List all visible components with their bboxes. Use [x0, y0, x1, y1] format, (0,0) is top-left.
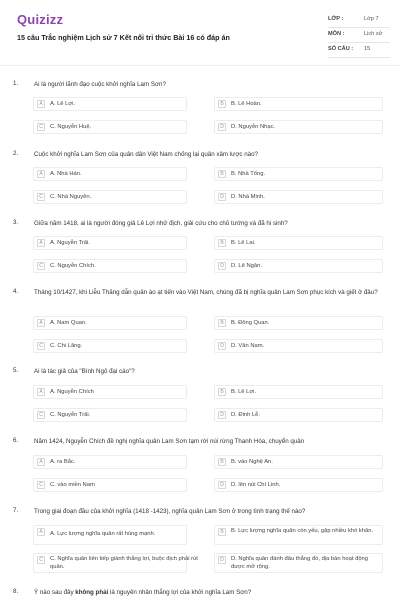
worksheet-header [0, 0, 400, 66]
answer-option-b[interactable] [214, 525, 383, 545]
answer-option-d[interactable] [214, 120, 383, 134]
option-letter: D [218, 556, 226, 564]
answer-option-a[interactable] [33, 97, 187, 111]
option-letter: A [37, 319, 45, 327]
meta-row-class [328, 13, 390, 28]
option-letter: C [37, 262, 45, 270]
option-letter: B [218, 388, 226, 396]
option-text: A. Lực lượng nghĩa quân rất hùng mạnh. [50, 531, 156, 537]
answer-option-c[interactable] [33, 478, 187, 492]
option-letter: D [218, 481, 226, 489]
answer-option-c[interactable] [33, 339, 187, 353]
question-text: Giữa năm 1418, ai là người đóng giả Lê Lợi nhử địch, giải cứu cho chủ tướng và đã hi sinh? [34, 220, 288, 227]
option-letter: B [218, 239, 226, 247]
option-letter: C [37, 411, 45, 419]
meta-value: 15 [364, 46, 371, 52]
question-number: 5. [13, 367, 19, 374]
answer-option-d[interactable] [214, 190, 383, 204]
question-text: Tháng 10/1427, khi Liễu Thăng dẫn quân ào ạt tiến vào Việt Nam, chúng đã bị nghĩa quân Lam Sơn phục kích và giết ở đâu? [34, 289, 378, 296]
meta-row-count [328, 43, 390, 58]
answer-option-d[interactable] [214, 259, 383, 273]
option-letter: B [218, 100, 226, 108]
option-text: C. Nghĩa quân liên tiếp giành thắng lợi, buộc địch phải rút quân. [50, 556, 198, 570]
option-letter: A [37, 100, 45, 108]
question-text-part: Ý nào sau đây [34, 589, 76, 596]
option-letter: A [37, 170, 45, 178]
option-text: A. Nguyễn Chích [50, 389, 94, 395]
option-letter: B [218, 170, 226, 178]
answer-option-b[interactable] [214, 455, 383, 469]
question-number: 2. [13, 150, 19, 157]
option-text: A. Nam Quan. [50, 320, 87, 326]
option-letter: A [37, 458, 45, 466]
question-number: 7. [13, 507, 19, 514]
option-text: C. Nguyễn Huệ. [50, 124, 92, 130]
meta-key: LỚP : [328, 16, 344, 22]
answer-option-d[interactable] [214, 478, 383, 492]
answer-option-a[interactable] [33, 167, 187, 181]
question-number: 4. [13, 288, 19, 295]
option-text: C. vào miền Nam [50, 482, 95, 488]
question-text [34, 588, 379, 598]
option-letter: A [37, 388, 45, 396]
option-letter: C [37, 193, 45, 201]
option-text: D. Đinh Lễ. [231, 412, 260, 418]
question-text: Ai là người lãnh đạo cuộc khởi nghĩa Lam Sơn? [34, 81, 166, 88]
option-letter: D [218, 123, 226, 131]
answer-option-d[interactable] [214, 408, 383, 422]
option-letter: A [37, 528, 45, 536]
option-letter: D [218, 262, 226, 270]
option-text: A. Nguyễn Trãi. [50, 240, 90, 246]
option-text: D. Nguyễn Nhạc. [231, 124, 276, 130]
option-text: C. Chi Lăng. [50, 343, 83, 349]
answer-option-b[interactable] [214, 385, 383, 399]
question-text: Năm 1424, Nguyễn Chích đề nghị nghĩa quân Lam Sơn tạm rời núi rừng Thanh Hóa, chuyển quân [34, 438, 305, 445]
option-text: B. Lê Lai. [231, 240, 256, 246]
question-number: 8. [13, 588, 19, 595]
question-number: 1. [13, 80, 19, 87]
option-letter: C [37, 123, 45, 131]
option-letter: B [218, 528, 226, 536]
option-letter: B [218, 319, 226, 327]
option-letter: C [37, 556, 45, 564]
option-text: B. Nhà Tống. [231, 171, 266, 177]
option-text: D. Nghĩa quân đánh đâu thắng đó, địa bàn hoạt động được mở rộng. [231, 556, 368, 570]
meta-info [328, 13, 390, 58]
meta-key: SỐ CÂU : [328, 46, 354, 52]
question-text-emphasis: không phải [75, 589, 109, 596]
option-text: C. Nhà Nguyên. [50, 194, 92, 200]
option-text: D. Vân Nam. [231, 343, 265, 349]
option-text: D. Lê Ngân. [231, 263, 262, 269]
answer-option-a[interactable] [33, 385, 187, 399]
option-text: A. Nhà Hán. [50, 171, 82, 177]
question-number: 6. [13, 437, 19, 444]
answer-option-c[interactable] [33, 259, 187, 273]
question-text: Ai là tác giả của "Bình Ngô đại cáo"? [34, 368, 135, 375]
meta-value: Lớp 7 [364, 16, 379, 22]
answer-option-a[interactable] [33, 525, 187, 545]
option-letter: C [37, 342, 45, 350]
answer-option-c[interactable] [33, 120, 187, 134]
answer-option-b[interactable] [214, 236, 383, 250]
answer-option-b[interactable] [214, 316, 383, 330]
question-text: Cuộc khởi nghĩa Lam Sơn của quân dân Việt Nam chống lại quân xâm lược nào? [34, 151, 258, 158]
answer-option-a[interactable] [33, 316, 187, 330]
option-text: C. Nguyễn Chích. [50, 263, 96, 269]
option-letter: D [218, 193, 226, 201]
option-text: B. Lê Hoàn. [231, 101, 262, 107]
option-text: D. lên núi Chí Linh. [231, 482, 281, 488]
meta-value: Lịch sử [364, 31, 383, 37]
option-letter: B [218, 458, 226, 466]
meta-row-subject [328, 28, 390, 43]
answer-option-a[interactable] [33, 236, 187, 250]
answer-option-d[interactable] [214, 339, 383, 353]
option-letter: D [218, 342, 226, 350]
option-text: B. Lực lượng nghĩa quân còn yếu, gặp nhiều khó khăn. [231, 528, 374, 534]
quizizz-logo: Quizizz [17, 12, 64, 27]
answer-option-b[interactable] [214, 167, 383, 181]
answer-option-b[interactable] [214, 97, 383, 111]
answer-option-d[interactable] [214, 553, 383, 573]
answer-option-c[interactable] [33, 553, 198, 573]
page-title: 15 câu Trắc nghiệm Lịch sử 7 Kết nối tri thức Bài 16 có đáp án [17, 33, 230, 42]
option-text: B. Lê Lợi. [231, 389, 257, 395]
answer-option-a[interactable] [33, 455, 187, 469]
question-number: 3. [13, 219, 19, 226]
option-text: B. Đông Quan. [231, 320, 270, 326]
option-text: C. Nguyễn Trãi. [50, 412, 91, 418]
question-text-part: là nguyên nhân thắng lợi của khởi nghĩa Lam Sơn? [108, 589, 252, 596]
option-letter: D [218, 411, 226, 419]
answer-option-c[interactable] [33, 408, 187, 422]
answer-option-c[interactable] [33, 190, 187, 204]
meta-key: MÔN : [328, 31, 345, 37]
option-text: D. Nhà Minh. [231, 194, 265, 200]
option-text: B. vào Nghệ An. [231, 459, 273, 465]
option-text: A. ra Bắc. [50, 459, 76, 465]
option-letter: C [37, 481, 45, 489]
option-text: A. Lê Lợi. [50, 101, 76, 107]
option-letter: A [37, 239, 45, 247]
question-text: Trong giai đoạn đầu của khởi nghĩa (1418 -1423), nghĩa quân Lam Sơn ở trong tình trạng thế nào? [34, 508, 306, 515]
